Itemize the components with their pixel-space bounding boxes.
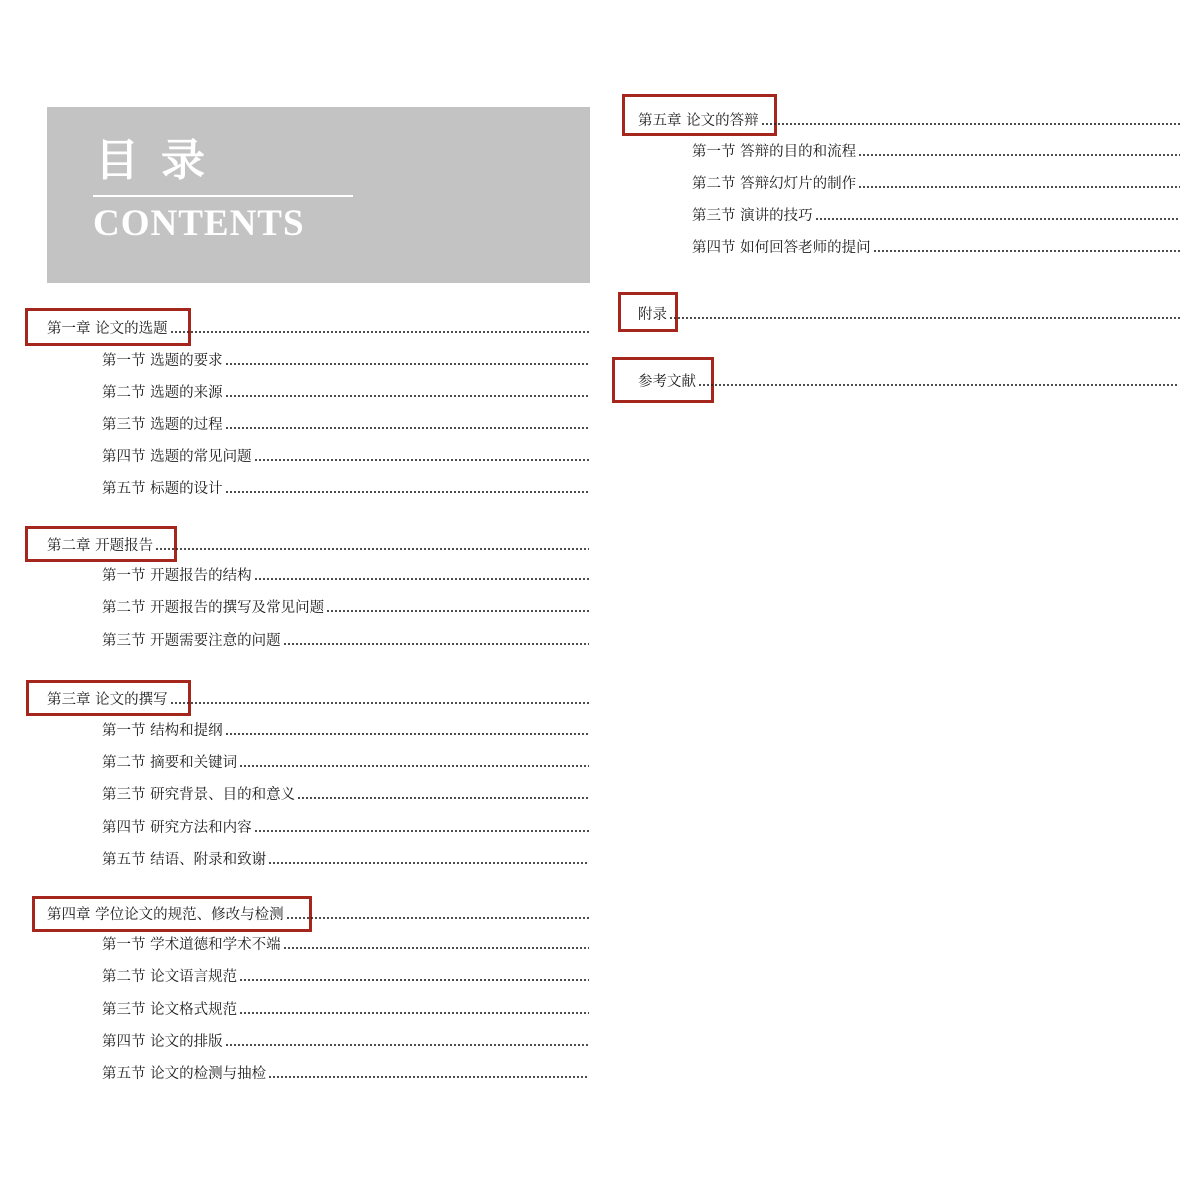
toc-section-label: 第一节 学术道德和学术不端: [102, 937, 281, 953]
dot-leader: [761, 122, 1180, 126]
dot-leader: [225, 1043, 589, 1047]
toc-section[interactable]: [102, 352, 589, 370]
dot-leader: [283, 946, 589, 950]
toc-section[interactable]: [102, 1065, 589, 1083]
toc-section-label: 第四节 选题的常见问题: [102, 449, 252, 465]
toc-appendix-label: 附录: [638, 307, 667, 323]
dot-leader: [155, 547, 589, 551]
dot-leader: [297, 796, 589, 800]
dot-leader: [698, 383, 1178, 387]
toc-section-label: 第三节 演讲的技巧: [692, 208, 813, 224]
toc-section-label: 第一节 选题的要求: [102, 353, 223, 369]
toc-chapter-4[interactable]: [47, 906, 589, 924]
dot-leader: [170, 330, 589, 334]
toc-section[interactable]: [102, 819, 589, 837]
toc-chapter-5[interactable]: [638, 112, 1180, 130]
toc-section-label: 第一节 结构和提纲: [102, 723, 223, 739]
toc-section-label: 第五节 标题的设计: [102, 481, 223, 497]
dot-leader: [815, 217, 1180, 221]
dot-leader: [858, 153, 1180, 157]
toc-section[interactable]: [102, 936, 589, 954]
toc-section-label: 第二节 论文语言规范: [102, 969, 238, 985]
toc-section[interactable]: [102, 384, 589, 402]
toc-section[interactable]: [692, 143, 1180, 161]
dot-leader: [170, 701, 589, 705]
dot-leader: [225, 362, 589, 366]
title-divider: [93, 195, 353, 197]
toc-section-label: 第一节 开题报告的结构: [102, 568, 252, 584]
dot-leader: [225, 732, 589, 736]
toc-chapter-label: 第二章 开题报告: [47, 538, 154, 554]
dot-leader: [225, 426, 589, 430]
toc-section-label: 第五节 论文的检测与抽检: [102, 1066, 267, 1082]
toc-section-label: 第四节 研究方法和内容: [102, 820, 252, 836]
dot-leader: [239, 764, 589, 768]
toc-section[interactable]: [102, 599, 589, 617]
toc-chapter-label: 第四章 学位论文的规范、修改与检测: [47, 907, 284, 923]
toc-section[interactable]: [692, 239, 1180, 257]
toc-section-label: 第二节 摘要和关键词: [102, 755, 238, 771]
toc-section[interactable]: [102, 632, 589, 650]
dot-leader: [254, 458, 589, 462]
toc-section-label: 第五节 结语、附录和致谢: [102, 852, 267, 868]
dot-leader: [268, 1075, 589, 1079]
dot-leader: [225, 490, 589, 494]
dot-leader: [286, 916, 589, 920]
toc-section[interactable]: [692, 175, 1180, 193]
toc-section-label: 第二节 答辩幻灯片的制作: [692, 176, 857, 192]
toc-references[interactable]: [638, 373, 1178, 391]
dot-leader: [283, 642, 589, 646]
toc-section-label: 第一节 答辩的目的和流程: [692, 144, 857, 160]
dot-leader: [268, 861, 589, 865]
toc-references-label: 参考文献: [638, 374, 696, 390]
dot-leader: [873, 249, 1180, 253]
toc-chapter-2[interactable]: [47, 537, 589, 555]
dot-leader: [326, 609, 589, 613]
toc-chapter-label: 第一章 论文的选题: [47, 321, 168, 337]
toc-section[interactable]: [102, 1033, 589, 1051]
toc-section-label: 第三节 研究背景、目的和意义: [102, 787, 296, 803]
toc-section-label: 第三节 选题的过程: [102, 417, 223, 433]
toc-section[interactable]: [102, 722, 589, 740]
toc-section[interactable]: [102, 480, 589, 498]
toc-section[interactable]: [102, 448, 589, 466]
toc-section-label: 第三节 开题需要注意的问题: [102, 633, 281, 649]
toc-section[interactable]: [102, 786, 589, 804]
toc-section[interactable]: [102, 1001, 589, 1019]
dot-leader: [254, 577, 589, 581]
toc-appendix[interactable]: [638, 306, 1180, 324]
toc-section-label: 第三节 论文格式规范: [102, 1002, 238, 1018]
toc-chapter-label: 第五章 论文的答辩: [638, 113, 759, 129]
toc-chapter-label: 第三章 论文的撰写: [47, 692, 168, 708]
toc-section-label: 第二节 开题报告的撰写及常见问题: [102, 600, 325, 616]
toc-section[interactable]: [102, 567, 589, 585]
toc-section[interactable]: [102, 968, 589, 986]
toc-section-label: 第四节 论文的排版: [102, 1034, 223, 1050]
dot-leader: [858, 185, 1180, 189]
toc-section[interactable]: [102, 416, 589, 434]
toc-section[interactable]: [102, 754, 589, 772]
toc-section-label: 第四节 如何回答老师的提问: [692, 240, 871, 256]
dot-leader: [239, 978, 589, 982]
dot-leader: [239, 1011, 589, 1015]
toc-section[interactable]: [692, 207, 1180, 225]
dot-leader: [669, 316, 1180, 320]
toc-section[interactable]: [102, 851, 589, 869]
contents-banner: [47, 107, 590, 283]
page-title: 目录: [95, 135, 227, 186]
dot-leader: [254, 829, 589, 833]
toc-section-label: 第二节 选题的来源: [102, 385, 223, 401]
page-subtitle: CONTENTS: [93, 203, 305, 244]
toc-chapter-3[interactable]: [47, 691, 589, 709]
toc-chapter-1[interactable]: [47, 320, 589, 338]
dot-leader: [225, 394, 589, 398]
